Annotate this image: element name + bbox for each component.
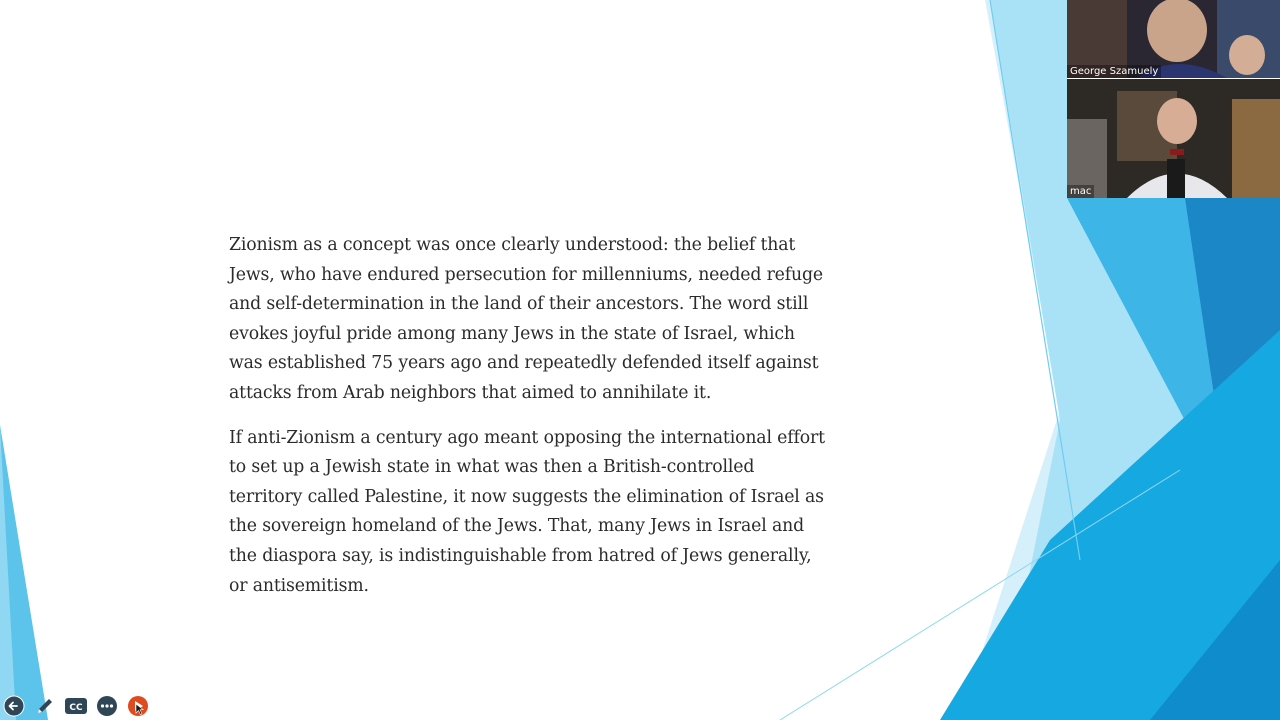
paragraph-2: If anti-Zionism a century ago meant opposing the international effort to set up a Jewish state in what was then a British-controlled territory called Palestine, it now suggests the elimination of Israel as the sovereign homeland of the Jews. That, many Jews in Israel and the diaspora say, is indistinguishable from hatred of Jews generally, or antisemitism. bbox=[229, 427, 825, 596]
back-button[interactable] bbox=[2, 694, 26, 718]
slideshow-toolbar bbox=[2, 694, 150, 718]
slide-body-text bbox=[229, 231, 829, 616]
participant-video-mac[interactable] bbox=[1067, 79, 1280, 198]
captions-button[interactable] bbox=[64, 694, 88, 718]
participant-name: mac bbox=[1067, 185, 1094, 198]
cc-icon bbox=[64, 696, 88, 716]
webcam-feed bbox=[1067, 79, 1280, 198]
back-arrow-icon bbox=[3, 695, 25, 717]
pen-button[interactable] bbox=[33, 694, 57, 718]
more-options-button[interactable] bbox=[95, 694, 119, 718]
paragraph-1: Zionism as a concept was once clearly understood: the belief that Jews, who have endured persecution for millenniums, needed refuge and self-determination in the land of their ancestors. The word still evokes joyful pride among many Jews in the state of Israel, which was established 75 years ago and repeatedly defended itself against attacks from Arab neighbors that aimed to annihilate it. bbox=[229, 235, 823, 403]
play-record-icon bbox=[127, 695, 149, 717]
participant-name: George Szamuely bbox=[1067, 65, 1161, 78]
pen-icon bbox=[34, 695, 56, 717]
participant-video-george[interactable] bbox=[1067, 0, 1280, 78]
cc-label: CC bbox=[69, 703, 83, 713]
more-icon bbox=[96, 695, 118, 717]
play-record-button[interactable] bbox=[126, 694, 150, 718]
